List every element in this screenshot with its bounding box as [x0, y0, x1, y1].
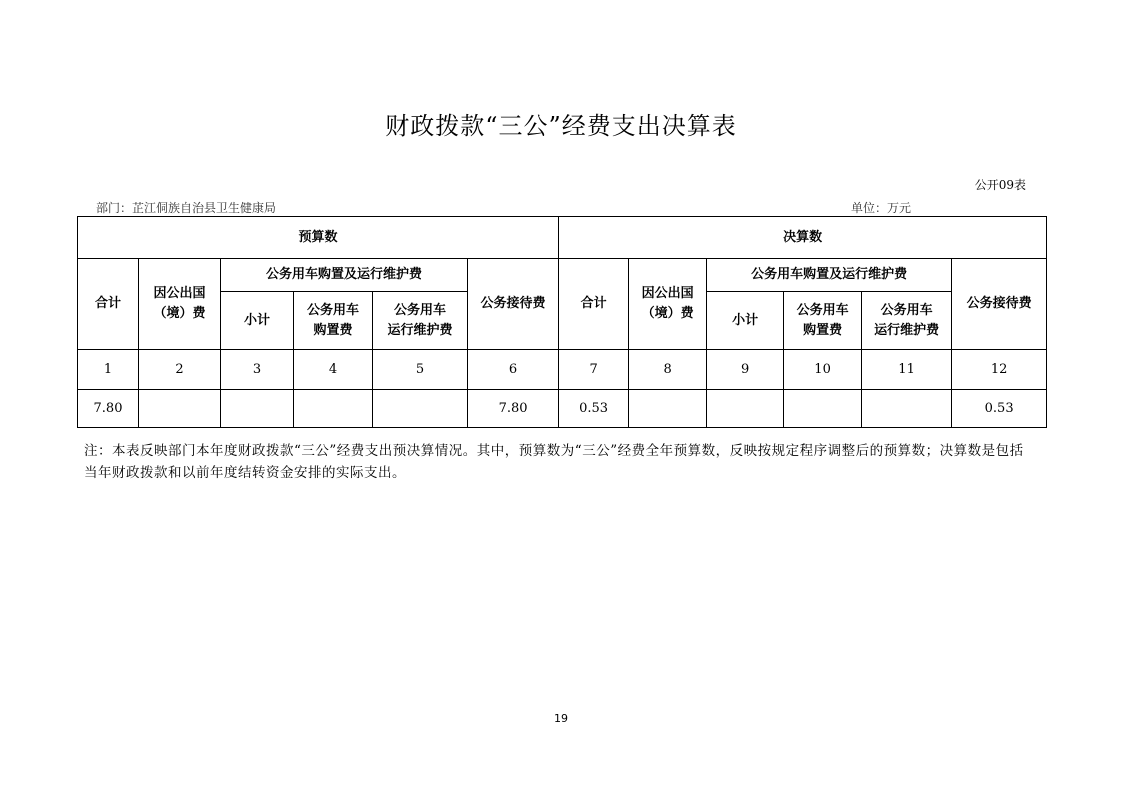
- final-reception-header: 公务接待费: [952, 259, 1047, 350]
- final-total-header: 合计: [559, 259, 629, 350]
- budget-operation-header: [373, 292, 468, 350]
- budget-purchase-header-line2: 购置费: [313, 322, 353, 338]
- final-abroad-header-line2: （境）费: [641, 306, 694, 321]
- budget-subtotal-value: [221, 390, 294, 428]
- budget-subtotal-header: 小计: [221, 292, 294, 350]
- page-number: 19: [554, 712, 568, 725]
- budget-operation-header-line1: 公务用车: [393, 302, 446, 318]
- data-row: [78, 390, 1047, 428]
- index-row: [78, 350, 1047, 390]
- budget-abroad-value: [139, 390, 221, 428]
- index-cell: 4: [294, 350, 373, 390]
- index-cell: 10: [784, 350, 862, 390]
- final-operation-header-line1: 公务用车: [880, 302, 933, 318]
- budget-total-value: 7.80: [78, 390, 139, 428]
- index-cell: 8: [629, 350, 707, 390]
- unit-label: 单位：万元: [851, 201, 912, 215]
- final-subtotal-header: 小计: [707, 292, 784, 350]
- final-purchase-value: [784, 390, 862, 428]
- budget-vehicle-group-header: 公务用车购置及运行维护费: [221, 259, 468, 292]
- budget-operation-value: [373, 390, 468, 428]
- final-operation-value: [862, 390, 952, 428]
- budget-reception-header: 公务接待费: [468, 259, 559, 350]
- table-note: 注：本表反映部门本年度财政拨款“三公”经费支出预决算情况。其中，预算数为“三公”经费全年预算数，反映按规定程序调整后的预算数；决算数是包括当年财政拨款和以前年度结转资金安排的实际支出。: [84, 443, 1024, 481]
- index-cell: 3: [221, 350, 294, 390]
- final-operation-header-line2: 运行维护费: [874, 322, 940, 338]
- three-public-expenses-table: [77, 216, 1047, 428]
- final-purchase-header-line2: 购置费: [803, 322, 843, 338]
- budget-total-header: 合计: [78, 259, 139, 350]
- final-operation-header: [862, 292, 952, 350]
- page-title: 财政拨款“三公”经费支出决算表: [385, 112, 737, 140]
- budget-purchase-value: [294, 390, 373, 428]
- budget-abroad-header: [139, 259, 221, 350]
- index-cell: 5: [373, 350, 468, 390]
- budget-abroad-header-line1: 因公出国: [153, 286, 206, 301]
- index-cell: 11: [862, 350, 952, 390]
- final-abroad-value: [629, 390, 707, 428]
- final-abroad-header: [629, 259, 707, 350]
- final-total-value: 0.53: [559, 390, 629, 428]
- final-purchase-header-line1: 公务用车: [796, 302, 849, 318]
- final-vehicle-group-header: 公务用车购置及运行维护费: [707, 259, 952, 292]
- form-code: 公开09表: [974, 178, 1026, 192]
- budget-reception-value: 7.80: [468, 390, 559, 428]
- department-label: 部门：芷江侗族自治县卫生健康局: [96, 201, 277, 215]
- index-cell: 6: [468, 350, 559, 390]
- final-reception-value: 0.53: [952, 390, 1047, 428]
- budget-purchase-header: [294, 292, 373, 350]
- final-abroad-header-line1: 因公出国: [641, 286, 694, 301]
- final-group-header: 决算数: [559, 217, 1047, 259]
- index-cell: 7: [559, 350, 629, 390]
- index-cell: 9: [707, 350, 784, 390]
- index-cell: 1: [78, 350, 139, 390]
- budget-purchase-header-line1: 公务用车: [306, 302, 359, 318]
- budget-operation-header-line2: 运行维护费: [387, 322, 453, 338]
- index-cell: 2: [139, 350, 221, 390]
- budget-abroad-header-line2: （境）费: [153, 306, 206, 321]
- budget-group-header: 预算数: [78, 217, 559, 259]
- index-cell: 12: [952, 350, 1047, 390]
- final-subtotal-value: [707, 390, 784, 428]
- final-purchase-header: [784, 292, 862, 350]
